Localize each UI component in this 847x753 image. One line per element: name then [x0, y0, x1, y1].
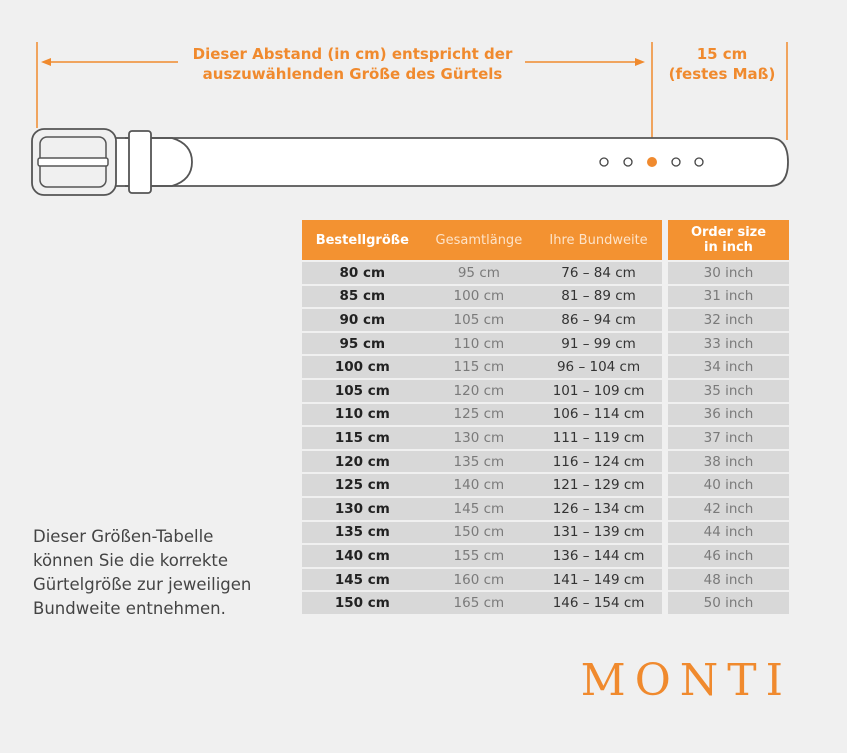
inch-row [668, 474, 789, 496]
inch-cell: 36 inch [668, 404, 789, 426]
size-row [302, 333, 662, 355]
inch-row [668, 451, 789, 473]
description-line1: Dieser Größen-Tabelle [33, 527, 214, 546]
size-row [302, 262, 662, 284]
inch-row [668, 592, 789, 614]
inch-row [668, 404, 789, 426]
inch-cell: 31 inch [668, 286, 789, 308]
order-size-cell: 105 cm [302, 380, 423, 402]
order-size-cell: 125 cm [302, 474, 423, 496]
waist-cell: 106 – 114 cm [535, 404, 662, 426]
total-length-cell: 100 cm [423, 286, 535, 308]
waist-cell: 111 – 119 cm [535, 427, 662, 449]
waist-cell: 121 – 129 cm [535, 474, 662, 496]
inch-cell: 35 inch [668, 380, 789, 402]
belt-hole [624, 158, 632, 166]
order-size-cell: 140 cm [302, 545, 423, 567]
order-size-cell: 100 cm [302, 356, 423, 378]
inch-row [668, 427, 789, 449]
inch-cell: 48 inch [668, 569, 789, 591]
waist-cell: 141 – 149 cm [535, 569, 662, 591]
total-length-cell: 140 cm [423, 474, 535, 496]
waist-cell: 101 – 109 cm [535, 380, 662, 402]
distance-label-line2: auszuwählenden Größe des Gürtels [202, 65, 503, 83]
total-length-cell: 150 cm [423, 522, 535, 544]
inch-row [668, 498, 789, 520]
size-table-description [33, 525, 283, 621]
order-size-cell: 80 cm [302, 262, 423, 284]
size-row [302, 498, 662, 520]
fixed-length-line2: (festes Maß) [668, 65, 776, 83]
total-length-cell: 165 cm [423, 592, 535, 614]
size-row [302, 592, 662, 614]
size-row [302, 404, 662, 426]
total-length-cell: 155 cm [423, 545, 535, 567]
total-length-cell: 130 cm [423, 427, 535, 449]
waist-cell: 81 – 89 cm [535, 286, 662, 308]
inch-row [668, 522, 789, 544]
size-table [302, 218, 662, 616]
order-size-cell: 110 cm [302, 404, 423, 426]
inch-row [668, 545, 789, 567]
belt-diagram [0, 0, 847, 200]
inch-cell: 32 inch [668, 309, 789, 331]
belt-strap [112, 138, 788, 186]
inch-cell: 33 inch [668, 333, 789, 355]
size-table-header [302, 220, 662, 260]
inch-row [668, 309, 789, 331]
description-line2: können Sie die korrekte [33, 551, 229, 570]
total-length-cell: 125 cm [423, 404, 535, 426]
waist-cell: 131 – 139 cm [535, 522, 662, 544]
total-length-cell: 105 cm [423, 309, 535, 331]
size-row [302, 356, 662, 378]
inch-cell: 50 inch [668, 592, 789, 614]
order-size-cell: 150 cm [302, 592, 423, 614]
belt-hole-selected [647, 157, 657, 167]
inch-row [668, 356, 789, 378]
inch-row [668, 333, 789, 355]
header-order-inch-line1: Order size [690, 225, 767, 240]
inch-row [668, 380, 789, 402]
description-line3: Gürtelgröße zur jeweiligen [33, 575, 252, 594]
belt-hole [600, 158, 608, 166]
order-size-cell: 95 cm [302, 333, 423, 355]
inch-row [668, 569, 789, 591]
size-row [302, 286, 662, 308]
total-length-cell: 120 cm [423, 380, 535, 402]
order-size-cell: 130 cm [302, 498, 423, 520]
waist-cell: 126 – 134 cm [535, 498, 662, 520]
header-order-size: Bestellgröße [302, 220, 423, 260]
inch-cell: 46 inch [668, 545, 789, 567]
header-total-length: Gesamtlänge [423, 220, 535, 260]
fixed-length-line1: 15 cm [696, 45, 748, 63]
brand-logo: MONTI [580, 655, 792, 706]
waist-cell: 116 – 124 cm [535, 451, 662, 473]
inch-row [668, 262, 789, 284]
size-row [302, 309, 662, 331]
waist-cell: 136 – 144 cm [535, 545, 662, 567]
size-row [302, 380, 662, 402]
order-size-cell: 85 cm [302, 286, 423, 308]
size-row [302, 451, 662, 473]
order-size-cell: 145 cm [302, 569, 423, 591]
inch-cell: 40 inch [668, 474, 789, 496]
waist-cell: 76 – 84 cm [535, 262, 662, 284]
total-length-cell: 145 cm [423, 498, 535, 520]
header-order-inch [668, 220, 789, 260]
inch-cell: 34 inch [668, 356, 789, 378]
order-size-cell: 90 cm [302, 309, 423, 331]
order-size-cell: 135 cm [302, 522, 423, 544]
fixed-length-label [662, 44, 782, 84]
waist-cell: 146 – 154 cm [535, 592, 662, 614]
inch-cell: 44 inch [668, 522, 789, 544]
waist-cell: 91 – 99 cm [535, 333, 662, 355]
size-row [302, 427, 662, 449]
waist-cell: 96 – 104 cm [535, 356, 662, 378]
size-row [302, 522, 662, 544]
inch-cell: 30 inch [668, 262, 789, 284]
belt-hole [695, 158, 703, 166]
waist-cell: 86 – 94 cm [535, 309, 662, 331]
inch-table-header [668, 220, 789, 260]
size-row [302, 545, 662, 567]
total-length-cell: 135 cm [423, 451, 535, 473]
order-size-cell: 115 cm [302, 427, 423, 449]
buckle-pin [38, 158, 108, 166]
header-order-inch-line2: in inch [704, 240, 753, 255]
inch-cell: 37 inch [668, 427, 789, 449]
total-length-cell: 95 cm [423, 262, 535, 284]
arrow-right-head [635, 58, 645, 66]
inch-cell: 42 inch [668, 498, 789, 520]
belt-hole [672, 158, 680, 166]
distance-label-line1: Dieser Abstand (in cm) entspricht der [192, 45, 513, 63]
order-size-cell: 120 cm [302, 451, 423, 473]
distance-label [185, 44, 520, 84]
belt-keeper [129, 131, 151, 193]
description-line4: Bundweite entnehmen. [33, 599, 226, 618]
total-length-cell: 160 cm [423, 569, 535, 591]
size-row [302, 474, 662, 496]
inch-cell: 38 inch [668, 451, 789, 473]
inch-table [668, 218, 789, 616]
arrow-left-head [41, 58, 51, 66]
inch-row [668, 286, 789, 308]
size-row [302, 569, 662, 591]
header-waist: Ihre Bundweite [535, 220, 662, 260]
total-length-cell: 110 cm [423, 333, 535, 355]
total-length-cell: 115 cm [423, 356, 535, 378]
